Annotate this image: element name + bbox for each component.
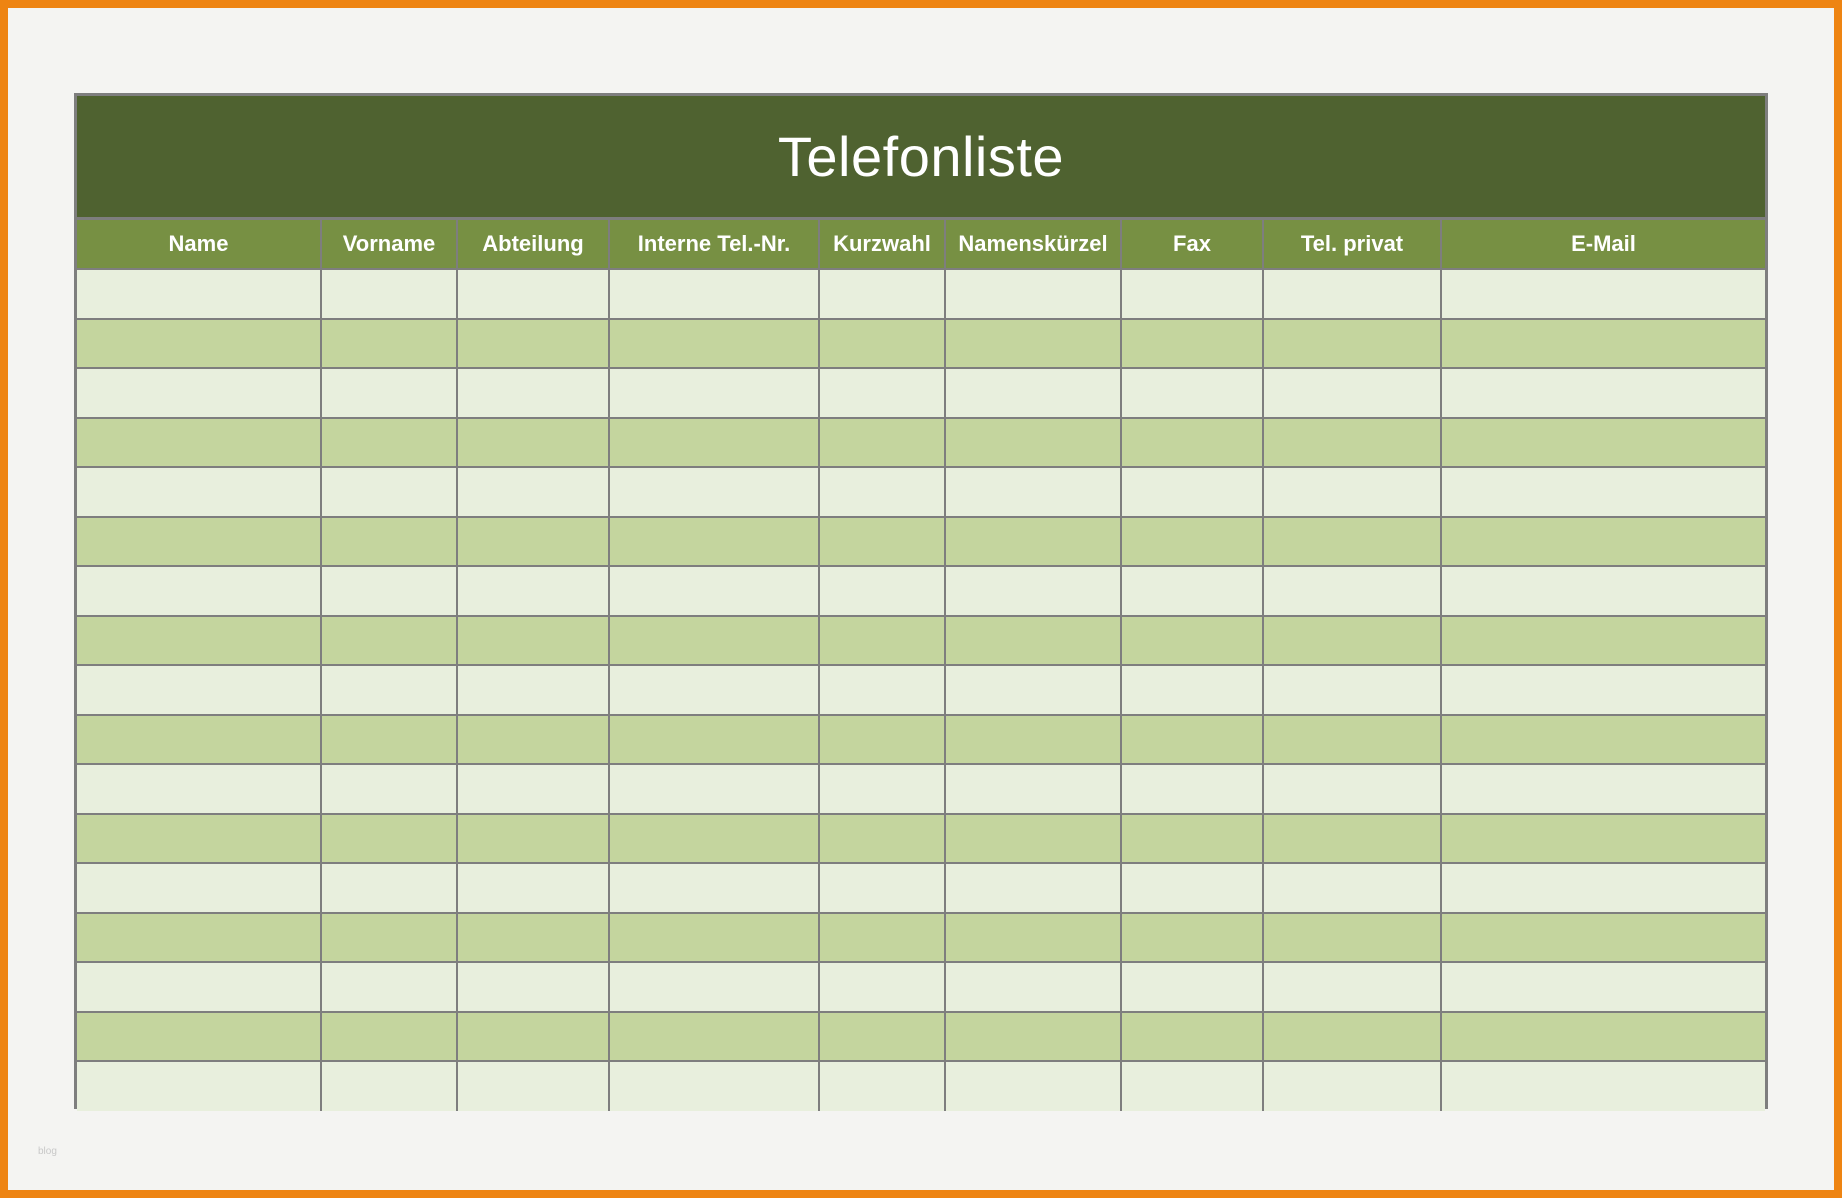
table-row — [77, 418, 1765, 468]
cell-name[interactable] — [77, 566, 321, 616]
cell-interne-tel-nr[interactable] — [609, 863, 819, 913]
cell-email[interactable] — [1441, 616, 1765, 666]
cell-name[interactable] — [77, 1012, 321, 1062]
cell-namenskuerzel[interactable] — [945, 863, 1121, 913]
cell-vorname[interactable] — [321, 616, 457, 666]
cell-fax[interactable] — [1121, 1061, 1263, 1111]
cell-interne-tel-nr[interactable] — [609, 814, 819, 864]
cell-vorname[interactable] — [321, 368, 457, 418]
cell-kurzwahl[interactable] — [819, 1061, 945, 1111]
cell-namenskuerzel[interactable] — [945, 368, 1121, 418]
cell-tel-privat[interactable] — [1263, 467, 1441, 517]
cell-fax[interactable] — [1121, 764, 1263, 814]
cell-name[interactable] — [77, 517, 321, 567]
cell-abteilung[interactable] — [457, 715, 609, 765]
table-row — [77, 566, 1765, 616]
cell-namenskuerzel[interactable] — [945, 616, 1121, 666]
title-bar — [77, 96, 1765, 220]
cell-email[interactable] — [1441, 467, 1765, 517]
cell-kurzwahl[interactable] — [819, 764, 945, 814]
table-row — [77, 319, 1765, 369]
cell-vorname[interactable] — [321, 517, 457, 567]
watermark: blog — [38, 1146, 57, 1157]
cell-name[interactable] — [77, 467, 321, 517]
cell-name[interactable] — [77, 764, 321, 814]
cell-namenskuerzel[interactable] — [945, 962, 1121, 1012]
cell-namenskuerzel[interactable] — [945, 467, 1121, 517]
cell-namenskuerzel[interactable] — [945, 269, 1121, 319]
cell-namenskuerzel[interactable] — [945, 764, 1121, 814]
table-row — [77, 1061, 1765, 1111]
cell-abteilung[interactable] — [457, 1012, 609, 1062]
cell-kurzwahl[interactable] — [819, 467, 945, 517]
cell-email[interactable] — [1441, 814, 1765, 864]
cell-interne-tel-nr[interactable] — [609, 962, 819, 1012]
cell-kurzwahl[interactable] — [819, 1012, 945, 1062]
cell-tel-privat[interactable] — [1263, 665, 1441, 715]
column-header-fax: Fax — [1121, 220, 1263, 269]
cell-email[interactable] — [1441, 269, 1765, 319]
column-header-namenskuerzel: Namenskürzel — [945, 220, 1121, 269]
cell-name[interactable] — [77, 665, 321, 715]
cell-tel-privat[interactable] — [1263, 764, 1441, 814]
cell-email[interactable] — [1441, 418, 1765, 468]
cell-tel-privat[interactable] — [1263, 814, 1441, 864]
cell-vorname[interactable] — [321, 913, 457, 963]
column-header-name: Name — [77, 220, 321, 269]
cell-kurzwahl[interactable] — [819, 863, 945, 913]
cell-abteilung[interactable] — [457, 616, 609, 666]
cell-abteilung[interactable] — [457, 1061, 609, 1111]
cell-interne-tel-nr[interactable] — [609, 517, 819, 567]
cell-name[interactable] — [77, 913, 321, 963]
cell-fax[interactable] — [1121, 517, 1263, 567]
cell-name[interactable] — [77, 814, 321, 864]
cell-fax[interactable] — [1121, 665, 1263, 715]
cell-interne-tel-nr[interactable] — [609, 1012, 819, 1062]
cell-abteilung[interactable] — [457, 863, 609, 913]
cell-name[interactable] — [77, 269, 321, 319]
page-title: Telefonliste — [777, 125, 1065, 188]
table-row — [77, 467, 1765, 517]
cell-fax[interactable] — [1121, 319, 1263, 369]
cell-kurzwahl[interactable] — [819, 814, 945, 864]
cell-fax[interactable] — [1121, 418, 1263, 468]
cell-abteilung[interactable] — [457, 269, 609, 319]
column-header-email: E-Mail — [1441, 220, 1765, 269]
cell-kurzwahl[interactable] — [819, 418, 945, 468]
cell-vorname[interactable] — [321, 814, 457, 864]
table-row — [77, 715, 1765, 765]
column-header-interne-tel-nr: Interne Tel.-Nr. — [609, 220, 819, 269]
cell-abteilung[interactable] — [457, 566, 609, 616]
cell-interne-tel-nr[interactable] — [609, 418, 819, 468]
column-header-abteilung: Abteilung — [457, 220, 609, 269]
cell-fax[interactable] — [1121, 368, 1263, 418]
cell-vorname[interactable] — [321, 269, 457, 319]
table-row — [77, 368, 1765, 418]
cell-kurzwahl[interactable] — [819, 269, 945, 319]
cell-fax[interactable] — [1121, 863, 1263, 913]
cell-interne-tel-nr[interactable] — [609, 665, 819, 715]
cell-name[interactable] — [77, 418, 321, 468]
cell-abteilung[interactable] — [457, 962, 609, 1012]
column-header-vorname: Vorname — [321, 220, 457, 269]
cell-email[interactable] — [1441, 1012, 1765, 1062]
cell-email[interactable] — [1441, 1061, 1765, 1111]
cell-tel-privat[interactable] — [1263, 319, 1441, 369]
cell-namenskuerzel[interactable] — [945, 913, 1121, 963]
cell-tel-privat[interactable] — [1263, 962, 1441, 1012]
cell-abteilung[interactable] — [457, 418, 609, 468]
cell-fax[interactable] — [1121, 962, 1263, 1012]
cell-fax[interactable] — [1121, 616, 1263, 666]
cell-fax[interactable] — [1121, 715, 1263, 765]
column-header-tel-privat: Tel. privat — [1263, 220, 1441, 269]
cell-email[interactable] — [1441, 913, 1765, 963]
cell-email[interactable] — [1441, 665, 1765, 715]
cell-tel-privat[interactable] — [1263, 715, 1441, 765]
cell-abteilung[interactable] — [457, 467, 609, 517]
cell-fax[interactable] — [1121, 1012, 1263, 1062]
cell-interne-tel-nr[interactable] — [609, 764, 819, 814]
cell-namenskuerzel[interactable] — [945, 1012, 1121, 1062]
cell-tel-privat[interactable] — [1263, 863, 1441, 913]
cell-name[interactable] — [77, 863, 321, 913]
header-row — [77, 220, 1765, 269]
cell-abteilung[interactable] — [457, 517, 609, 567]
cell-vorname[interactable] — [321, 962, 457, 1012]
cell-kurzwahl[interactable] — [819, 665, 945, 715]
cell-abteilung[interactable] — [457, 319, 609, 369]
phone-list-table — [77, 220, 1765, 1111]
cell-email[interactable] — [1441, 715, 1765, 765]
table-row — [77, 814, 1765, 864]
cell-kurzwahl[interactable] — [819, 913, 945, 963]
cell-kurzwahl[interactable] — [819, 616, 945, 666]
table-row — [77, 913, 1765, 963]
cell-abteilung[interactable] — [457, 368, 609, 418]
cell-vorname[interactable] — [321, 467, 457, 517]
cell-tel-privat[interactable] — [1263, 517, 1441, 567]
cell-fax[interactable] — [1121, 467, 1263, 517]
cell-kurzwahl[interactable] — [819, 715, 945, 765]
cell-tel-privat[interactable] — [1263, 616, 1441, 666]
cell-vorname[interactable] — [321, 418, 457, 468]
cell-name[interactable] — [77, 368, 321, 418]
cell-interne-tel-nr[interactable] — [609, 616, 819, 666]
cell-abteilung[interactable] — [457, 665, 609, 715]
cell-tel-privat[interactable] — [1263, 418, 1441, 468]
cell-fax[interactable] — [1121, 269, 1263, 319]
cell-interne-tel-nr[interactable] — [609, 467, 819, 517]
cell-vorname[interactable] — [321, 863, 457, 913]
cell-fax[interactable] — [1121, 814, 1263, 864]
cell-tel-privat[interactable] — [1263, 269, 1441, 319]
cell-email[interactable] — [1441, 764, 1765, 814]
cell-interne-tel-nr[interactable] — [609, 566, 819, 616]
cell-namenskuerzel[interactable] — [945, 319, 1121, 369]
cell-name[interactable] — [77, 1061, 321, 1111]
cell-name[interactable] — [77, 616, 321, 666]
cell-vorname[interactable] — [321, 1012, 457, 1062]
cell-interne-tel-nr[interactable] — [609, 1061, 819, 1111]
cell-kurzwahl[interactable] — [819, 566, 945, 616]
column-header-kurzwahl: Kurzwahl — [819, 220, 945, 269]
cell-tel-privat[interactable] — [1263, 1061, 1441, 1111]
cell-namenskuerzel[interactable] — [945, 1061, 1121, 1111]
cell-vorname[interactable] — [321, 1061, 457, 1111]
cell-abteilung[interactable] — [457, 814, 609, 864]
cell-email[interactable] — [1441, 319, 1765, 369]
cell-tel-privat[interactable] — [1263, 566, 1441, 616]
cell-interne-tel-nr[interactable] — [609, 319, 819, 369]
cell-kurzwahl[interactable] — [819, 517, 945, 567]
cell-name[interactable] — [77, 319, 321, 369]
cell-vorname[interactable] — [321, 764, 457, 814]
cell-interne-tel-nr[interactable] — [609, 269, 819, 319]
cell-interne-tel-nr[interactable] — [609, 913, 819, 963]
cell-email[interactable] — [1441, 863, 1765, 913]
cell-name[interactable] — [77, 962, 321, 1012]
table-row — [77, 764, 1765, 814]
cell-vorname[interactable] — [321, 319, 457, 369]
cell-email[interactable] — [1441, 962, 1765, 1012]
cell-email[interactable] — [1441, 566, 1765, 616]
cell-fax[interactable] — [1121, 566, 1263, 616]
cell-tel-privat[interactable] — [1263, 913, 1441, 963]
cell-email[interactable] — [1441, 368, 1765, 418]
table-row — [77, 665, 1765, 715]
cell-vorname[interactable] — [321, 715, 457, 765]
table-row — [77, 962, 1765, 1012]
cell-fax[interactable] — [1121, 913, 1263, 963]
cell-kurzwahl[interactable] — [819, 962, 945, 1012]
cell-abteilung[interactable] — [457, 764, 609, 814]
table-body — [77, 269, 1765, 1111]
table-row — [77, 1012, 1765, 1062]
cell-name[interactable] — [77, 715, 321, 765]
cell-email[interactable] — [1441, 517, 1765, 567]
phone-list-sheet — [74, 93, 1768, 1109]
cell-abteilung[interactable] — [457, 913, 609, 963]
cell-kurzwahl[interactable] — [819, 319, 945, 369]
cell-kurzwahl[interactable] — [819, 368, 945, 418]
table-row — [77, 863, 1765, 913]
cell-vorname[interactable] — [321, 665, 457, 715]
cell-namenskuerzel[interactable] — [945, 665, 1121, 715]
cell-namenskuerzel[interactable] — [945, 715, 1121, 765]
cell-vorname[interactable] — [321, 566, 457, 616]
cell-tel-privat[interactable] — [1263, 1012, 1441, 1062]
cell-namenskuerzel[interactable] — [945, 517, 1121, 567]
cell-interne-tel-nr[interactable] — [609, 715, 819, 765]
table-row — [77, 269, 1765, 319]
cell-tel-privat[interactable] — [1263, 368, 1441, 418]
table-row — [77, 517, 1765, 567]
cell-namenskuerzel[interactable] — [945, 814, 1121, 864]
cell-namenskuerzel[interactable] — [945, 566, 1121, 616]
cell-interne-tel-nr[interactable] — [609, 368, 819, 418]
table-row — [77, 616, 1765, 666]
cell-namenskuerzel[interactable] — [945, 418, 1121, 468]
